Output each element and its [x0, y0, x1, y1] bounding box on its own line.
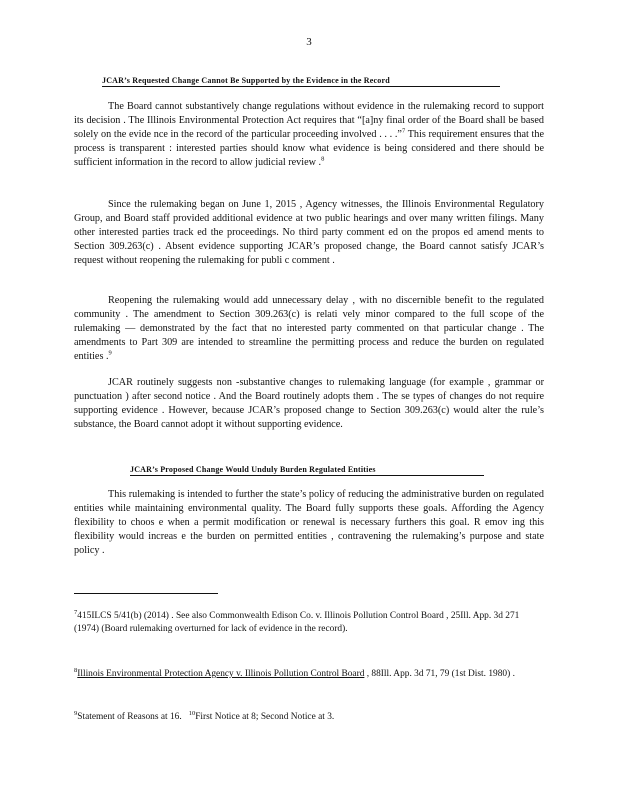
footnote-7: [74, 610, 544, 636]
footnote-8-case-name: Illinois Environmental Protection Agency v. Illinois Pollution Control Board: [77, 669, 365, 679]
paragraph-1-text: The Board cannot substantively change regulations without evidence in the rulemaking record to support its decision . The Illinois Environmental Protection Act requires that “[a]ny final order of the Board shall be based solely on the evide nce in the record of the particular proceeding involved . . . .”: [74, 101, 544, 140]
paragraph-3-text: Reopening the rulemaking would add unnecessary delay , with no discernible benefit to the regulated community . The amendment to Section 309.263(c) is relati vely minor compared to the full scope of the rulemaking — demonstrated by the fact that no interested party commented on that particular change . The amendments to Part 309 are intended to streamline the permitting process and reduce the burden on regulated entities .: [74, 295, 544, 362]
paragraph-3: [74, 294, 544, 364]
section-heading-evidence: JCAR’s Requested Change Cannot Be Supported by the Evidence in the Record: [102, 76, 500, 87]
section-heading-burden: JCAR’s Proposed Change Would Unduly Burden Regulated Entities: [130, 465, 484, 476]
paragraph-5: This rulemaking is intended to further the state’s policy of reducing the administrative burden on regulated entities while maintaining environmental quality. The Board fully supports these goals. Affording the Agency flexibility to choos e when a permit modification or renewal is necessary furthers this goal. R emov ing this flexibility would increas e the burden on permitted entities , contravening the rulemaking’s purpose and state policy .: [74, 489, 544, 556]
paragraph-1: [74, 100, 544, 170]
footnote-10-text: First Notice at 8; Second Notice at 3.: [195, 712, 335, 722]
paragraph-2: Since the rulemaking began on June 1, 2015 , Agency witnesses, the Illinois Environmental Regulatory Group, and Board staff provided additional evidence at two public hearings and over many written filings. Many other interested parties track ed the proceedings. No third party comment ed on the propos ed amend ments to Section 309.263(c) . Absent evidence supporting JCAR’s proposed change, the Board cannot satisfy JCAR’s request without reopening the rulemaking for publi c comment .: [74, 199, 544, 266]
footnote-9-text: Statement of Reasons at 16.: [77, 712, 182, 722]
footnote-ref-8[interactable]: 8: [321, 155, 325, 163]
footnote-8-number: 8: [74, 666, 78, 674]
footnote-10-number: 10: [188, 709, 196, 717]
footnote-9-10: [74, 711, 544, 724]
footnote-ref-7[interactable]: 7: [401, 127, 406, 135]
footnote-ref-9[interactable]: 9: [108, 349, 112, 357]
footnote-8-text: , 88Ill. App. 3d 71, 79 (1st Dist. 1980) .: [366, 669, 515, 679]
footnote-7-number: 7: [74, 608, 78, 616]
footnote-divider: [74, 593, 218, 594]
footnote-8: [74, 668, 544, 681]
paragraph-4: JCAR routinely suggests non -substantive changes to rulemaking language (for example , grammar or punctuation ) after second notice . And the Board routinely adopts them . The se types of changes do not require supporting evidence . However, because JCAR’s proposed change to Section 309.263(c) would alter the rule’s substance, the Board cannot adopt it without supporting evidence.: [74, 377, 544, 430]
paragraph-1-text-2: This requirement ensures that the process is transparent : interested parties should know what evidence is being considered and there should be sufficient information in the record to allow judicial review .: [74, 129, 544, 168]
footnote-7-text: 415ILCS 5/41(b) (2014) . See also Commonwealth Edison Co. v. Illinois Pollution Control Board , 25Ill. App. 3d 271 (1974) (Board rulemaking overturned for lack of evidence in the record).: [74, 611, 520, 634]
footnote-9-number: 9: [74, 709, 78, 717]
page-number: 3: [306, 36, 312, 48]
